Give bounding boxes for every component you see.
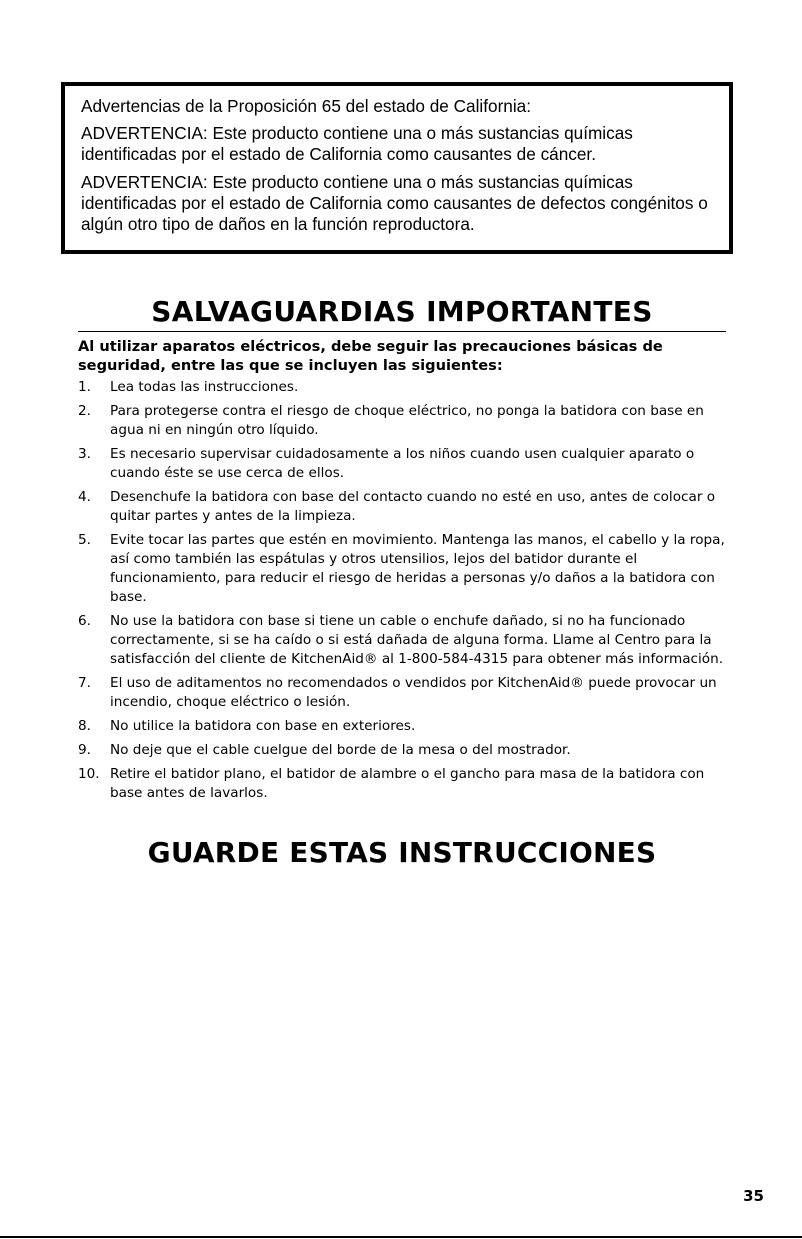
- item-text: Retire el batidor plano, el batidor de alambre o el gancho para masa de la batidora con base antes de lavarlos.: [110, 766, 705, 801]
- list-item: [78, 765, 726, 803]
- list-item: [78, 531, 726, 607]
- warning-title: Advertencias de la Proposición 65 del estado de California:: [81, 96, 532, 116]
- list-item: [78, 445, 726, 483]
- item-text: El uso de aditamentos no recomendados o vendidos por KitchenAid® puede provocar un incendio, choque eléctrico o lesión.: [110, 675, 717, 710]
- list-item: [78, 612, 726, 669]
- item-number: 5.: [78, 532, 91, 548]
- item-text: Para protegerse contra el riesgo de choque eléctrico, no ponga la batidora con base en agua ni en ningún otro líquido.: [110, 403, 704, 438]
- warning-cancer-paragraph: ADVERTENCIA: Este producto contiene una o más sustancias químicas identificadas por el estado de California como causantes de cáncer.: [81, 123, 633, 164]
- page-bottom-edge: [0, 1236, 802, 1238]
- item-number: 4.: [78, 489, 91, 505]
- item-text: Es necesario supervisar cuidadosamente a los niños cuando usen cualquier aparato o cuando éste se use cerca de ellos.: [110, 446, 695, 481]
- list-item: [78, 674, 726, 712]
- item-text: Desenchufe la batidora con base del contacto cuando no esté en uso, antes de colocar o quitar partes y antes de la limpieza.: [110, 489, 716, 524]
- prop65-warning-box: [61, 82, 733, 254]
- page-number: 35: [743, 1187, 764, 1205]
- title-divider: [78, 331, 726, 332]
- item-text: Evite tocar las partes que estén en movimiento. Mantenga las manos, el cabello y la ropa, así como también las espátulas y otros utensilios, lejos del batidor durante el funcionamiento, para reducir el riesgo de heridas a personas y/o daños a la batidora con base.: [110, 532, 725, 605]
- item-number: 6.: [78, 613, 91, 629]
- item-number: 7.: [78, 675, 91, 691]
- list-item: [78, 741, 726, 760]
- item-number: 10.: [78, 766, 100, 782]
- item-number: 2.: [78, 403, 91, 419]
- item-text: No utilice la batidora con base en exteriores.: [110, 718, 416, 734]
- list-item: [78, 488, 726, 526]
- list-item: [78, 378, 726, 397]
- save-instructions-heading: GUARDE ESTAS INSTRUCCIONES: [147, 836, 657, 869]
- safeguards-title: SALVAGUARDIAS IMPORTANTES: [151, 295, 653, 328]
- list-item: [78, 402, 726, 440]
- item-text: Lea todas las instrucciones.: [110, 379, 299, 395]
- item-number: 9.: [78, 742, 91, 758]
- list-item: [78, 717, 726, 736]
- item-number: 3.: [78, 446, 91, 462]
- warning-reproductive-paragraph: ADVERTENCIA: Este producto contiene una o más sustancias químicas identificadas por el estado de California como causantes de defectos congénitos o algún otro tipo de daños en la función reproductora.: [81, 172, 708, 234]
- safeguards-list: [78, 378, 726, 808]
- safeguards-intro: Al utilizar aparatos eléctricos, debe seguir las precauciones básicas de seguridad, entre las que se incluyen las siguientes:: [78, 338, 663, 374]
- item-text: No use la batidora con base si tiene un cable o enchufe dañado, si no ha funcionado correctamente, si se ha caído o si está dañada de alguna forma. Llame al Centro para la satisfacción del cliente de KitchenAid® al 1-800-584-4315 para obtener más información.: [110, 613, 724, 667]
- item-number: 8.: [78, 718, 91, 734]
- item-number: 1.: [78, 379, 91, 395]
- item-text: No deje que el cable cuelgue del borde de la mesa o del mostrador.: [110, 742, 571, 758]
